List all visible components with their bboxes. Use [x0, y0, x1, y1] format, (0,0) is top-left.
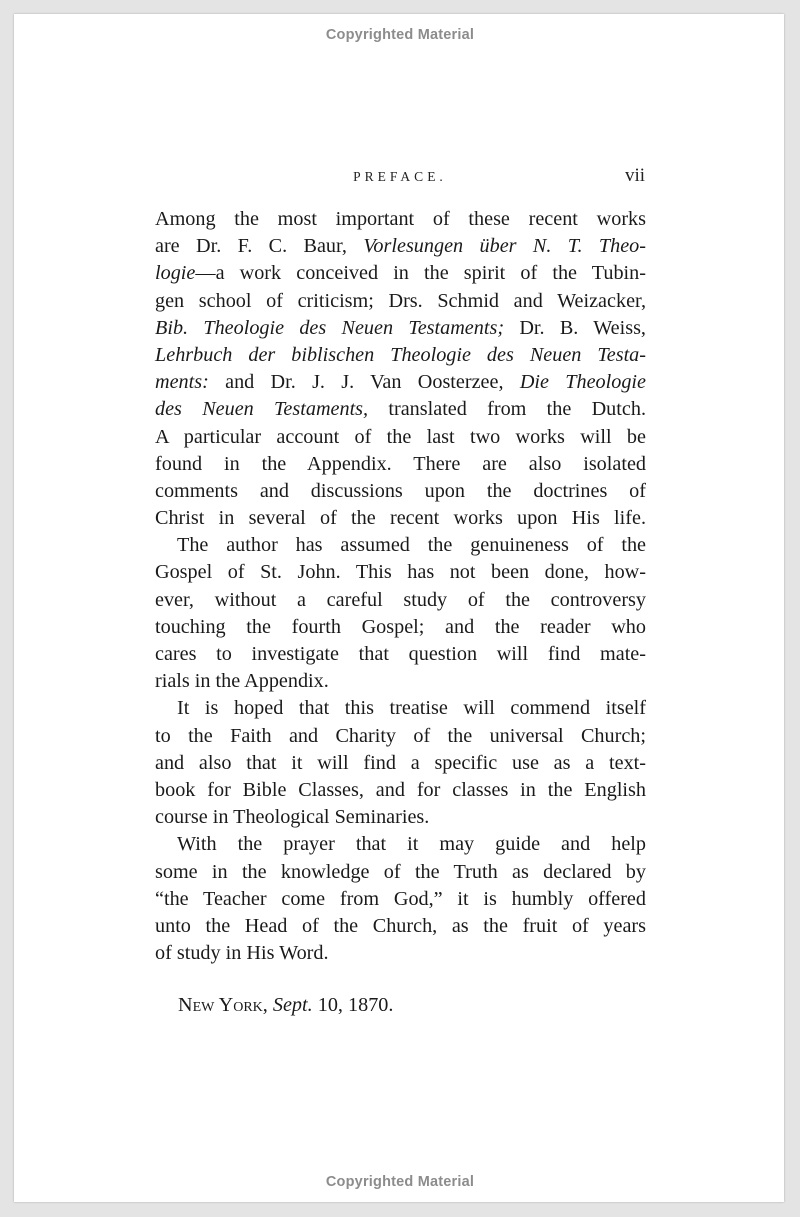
text-line: rials in the Appendix. — [155, 670, 329, 693]
book-title-italic: Die Theologie — [519, 371, 647, 394]
page-number: vii — [624, 165, 645, 186]
text-line: gen school of criticism; Drs. Schmid and Weizacker, — [155, 289, 646, 312]
text-line — [155, 396, 646, 423]
copyright-watermark-top: Copyrighted Material — [325, 27, 475, 43]
text-line: unto the Head of the Church, as the fruit of years — [155, 914, 646, 937]
text-run: —a work conceived in the spirit of the Tubin- — [195, 262, 646, 285]
text-line: Among the most important of these recent works — [155, 208, 646, 230]
text-line — [155, 315, 646, 342]
text-line: book for Bible Classes, and for classes in the English — [155, 778, 646, 801]
copyright-watermark-bottom: Copyrighted Material — [325, 1174, 475, 1190]
signature-month: Sept. — [272, 994, 313, 1016]
book-title-italic: logie — [155, 262, 196, 285]
text-line: of study in His Word. — [155, 942, 329, 965]
text-line: some in the knowledge of the Truth as declared by — [155, 860, 646, 883]
running-title: PREFACE. — [353, 169, 447, 184]
text-line: to the Faith and Charity of the universal Church; — [155, 724, 646, 747]
text-line — [155, 260, 646, 287]
text-line: course in Theological Seminaries. — [155, 806, 430, 829]
text-line: Christ in several of the recent works upon His life. — [155, 507, 646, 530]
signature-line — [178, 994, 393, 1017]
running-head — [155, 165, 645, 189]
text-line: Gospel of St. John. This has not been done, how- — [155, 561, 646, 584]
signature-place: New York, — [178, 994, 268, 1016]
text-line: A particular account of the last two works will be — [155, 425, 646, 448]
text-run: translated from the Dutch. — [368, 398, 646, 421]
signature-date: 10, 1870. — [312, 994, 394, 1016]
text-line: With the prayer that it may guide and help — [177, 833, 646, 856]
text-line: Lehrbuch der biblischen Theologie des Neuen Testa- — [155, 343, 646, 366]
text-line: touching the fourth Gospel; and the reader who — [155, 615, 646, 638]
text-line: It is hoped that this treatise will commend itself — [177, 697, 646, 720]
text-line: found in the Appendix. There are also isolated — [155, 452, 646, 475]
text-run: are Dr. F. C. Baur, — [155, 235, 364, 258]
text-line: comments and discussions upon the doctrines of — [155, 479, 646, 502]
text-line: ever, without a careful study of the controversy — [155, 588, 646, 611]
book-title-italic: Vorlesungen über N. T. Theo- — [363, 235, 646, 258]
preface-body — [155, 206, 646, 967]
text-line: and also that it will find a specific use as a text- — [155, 751, 646, 774]
book-title-italic: Bib. Theologie des Neuen Testaments; — [155, 316, 505, 339]
text-run: and Dr. J. J. Van Oosterzee, — [208, 371, 520, 394]
text-line — [155, 233, 646, 260]
book-title-italic: ments: — [155, 371, 209, 394]
text-line — [155, 369, 646, 396]
text-line: cares to investigate that question will find mate- — [155, 643, 646, 665]
text-line: The author has assumed the genuineness of the — [177, 534, 646, 557]
book-title-italic: des Neuen Testaments, — [155, 398, 369, 421]
text-run: Dr. B. Weiss, — [504, 316, 646, 339]
text-line: “the Teacher come from God,” it is humbly offered — [155, 887, 646, 910]
